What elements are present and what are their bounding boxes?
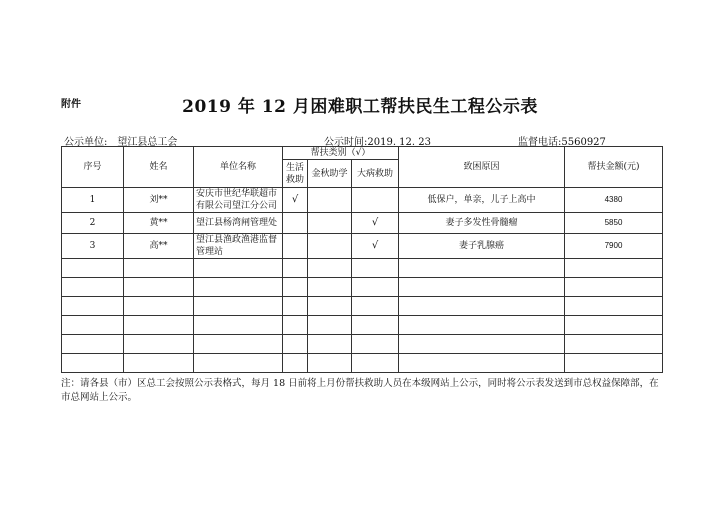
cell-index: 3 (62, 234, 124, 259)
supervision-phone-label: 监督电话: (518, 137, 562, 148)
cell-living-aid (283, 234, 308, 259)
header-amount: 帮扶金额(元) (565, 147, 663, 188)
header-illness-aid: 大病救助 (352, 160, 399, 188)
cell-illness-aid: √ (352, 234, 399, 259)
cell-living-aid: √ (283, 188, 308, 213)
empty-row (62, 297, 663, 316)
header-name: 姓名 (124, 147, 194, 188)
cell-unit: 望江县渔政渔港监督管理站 (194, 234, 283, 259)
empty-row (62, 354, 663, 373)
header-unit: 单位名称 (194, 147, 283, 188)
header-index: 序号 (62, 147, 124, 188)
cell-name: 黄** (124, 213, 194, 234)
publicity-unit-value: 望江县总工会 (117, 137, 178, 148)
cell-education-aid (308, 213, 352, 234)
cell-amount: 4380 (565, 188, 663, 213)
cell-index: 2 (62, 213, 124, 234)
cell-reason: 妻子乳腺癌 (399, 234, 565, 259)
cell-amount: 5850 (565, 213, 663, 234)
publicity-time-label: 公示时间: (324, 137, 368, 148)
cell-education-aid (308, 234, 352, 259)
cell-reason: 低保户，单亲，儿子上高中 (399, 188, 565, 213)
cell-living-aid (283, 213, 308, 234)
table-row (62, 213, 663, 234)
table-row (62, 188, 663, 213)
header-category: 帮扶类别（√） (283, 147, 399, 160)
cell-education-aid (308, 188, 352, 213)
cell-name: 刘** (124, 188, 194, 213)
publicity-time-value: 2019. 12. 23 (367, 137, 431, 148)
page-title: 2019 年 12 月困难职工帮扶民生工程公示表 (182, 97, 538, 117)
cell-name: 高** (124, 234, 194, 259)
cell-index: 1 (62, 188, 124, 213)
empty-row (62, 335, 663, 354)
header-reason: 致困原因 (399, 147, 565, 188)
cell-illness-aid (352, 188, 399, 213)
cell-amount: 7900 (565, 234, 663, 259)
cell-unit: 安庆市世纪华联超市有限公司望江分公司 (194, 188, 283, 213)
assistance-table (61, 146, 663, 373)
supervision-phone-value: 5560927 (561, 137, 606, 148)
cell-reason: 妻子多发性骨髓瘤 (399, 213, 565, 234)
attachment-label: 附件 (61, 99, 81, 110)
cell-unit: 望江县杨湾闸管理处 (194, 213, 283, 234)
header-living-aid: 生活救助 (283, 160, 308, 188)
empty-row (62, 278, 663, 297)
empty-row (62, 259, 663, 278)
empty-row (62, 316, 663, 335)
table-row (62, 234, 663, 259)
publicity-unit-label: 公示单位: (64, 137, 108, 148)
cell-illness-aid: √ (352, 213, 399, 234)
header-education-aid: 金秋助学 (308, 160, 352, 188)
footnote: 注：请各县（市）区总工会按照公示表格式，每月 18 日前将上月份帮扶救助人员在本级网站上公示，同时将公示表发送到市总权益保障部，在市总网站上公示。 (61, 378, 659, 403)
